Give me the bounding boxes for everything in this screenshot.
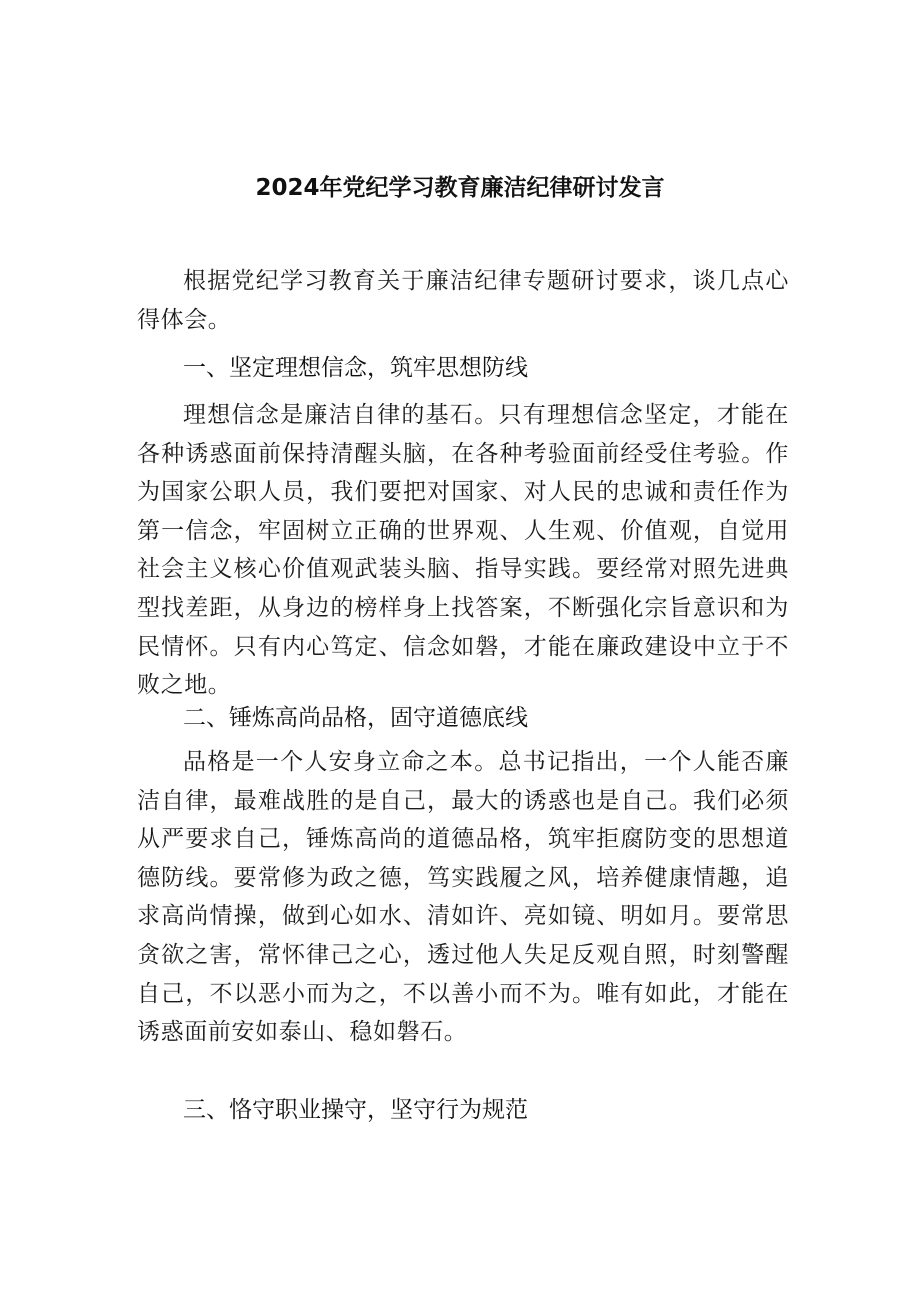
section-heading-1: 一、坚定理想信念，筑牢思想防线 — [183, 355, 528, 381]
intro-paragraph: 根据党纪学习教育关于廉洁纪律专题研讨要求，谈几点心得体会。 — [137, 268, 789, 333]
section-heading-3: 三、恪守职业操守，坚守行为规范 — [183, 1097, 528, 1123]
section-body-1: 理想信念是廉洁自律的基石。只有理想信念坚定，才能在各种诱惑面前保持清醒头脑，在各种考验面前经受住考验。作为国家公职人员，我们要把对国家、对人民的忠诚和责任作为第一信念，牢固树立正确的世界观、人生观、价值观，自觉用社会主义核心价值观武装头脑、指导实践。要经常对照先进典型找差距，从身边的榜样身上找答案，不断强化宗旨意识和为民情怀。只有内心笃定、信念如磐，才能在廉政建设中立于不败之地。 — [137, 402, 789, 699]
section-heading-2: 二、锤炼高尚品格，固守道德底线 — [183, 705, 528, 731]
section-body-2: 品格是一个人安身立命之本。总书记指出，一个人能否廉洁自律，最难战胜的是自己，最大的诱惑也是自己。我们必须从严要求自己，锤炼高尚的道德品格，筑牢拒腐防变的思想道德防线。要常修为政之德，笃实践履之风，培养健康情趣，追求高尚情操，做到心如水、清如许、亮如镜、明如月。要常思贪欲之害，常怀律己之心，透过他人失足反观自照，时刻警醒自己，不以恶小而为之，不以善小而不为。唯有如此，才能在诱惑面前安如泰山、稳如磐石。 — [137, 749, 789, 1046]
document-title: 2024年党纪学习教育廉洁纪律研讨发言 — [255, 175, 665, 201]
